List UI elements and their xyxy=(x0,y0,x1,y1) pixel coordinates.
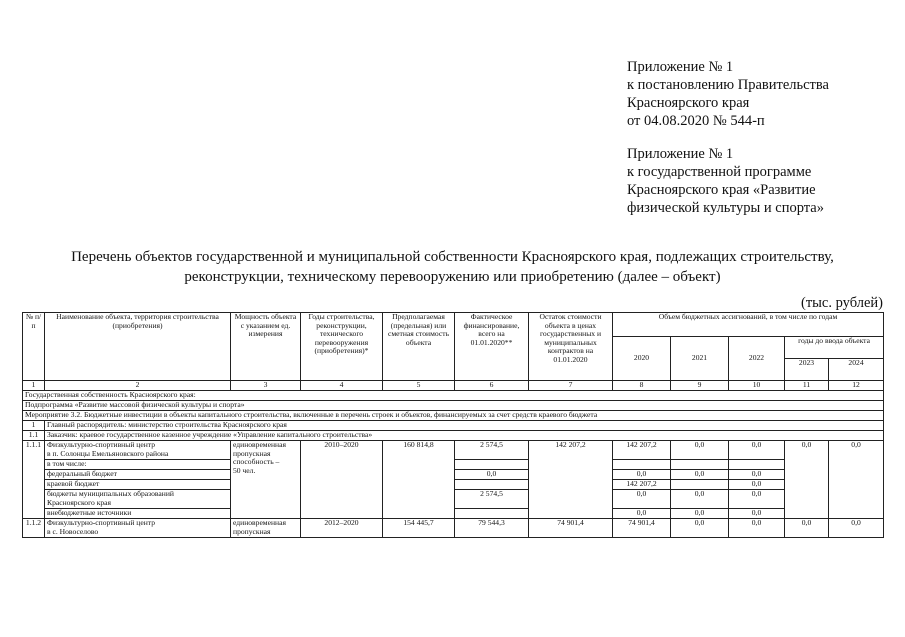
appendix-line: Приложение № 1 xyxy=(627,146,734,162)
object-cost: 160 814,8 xyxy=(383,441,455,519)
column-number: 2 xyxy=(45,381,231,391)
column-number: 5 xyxy=(383,381,455,391)
object-location: в с. Новоселово xyxy=(45,528,231,538)
header-name: Наименование объекта, территория строительства (приобретения) xyxy=(45,313,231,381)
object-num: 1.1.1 xyxy=(23,441,45,519)
header-cost: Предполагаемая (предельная) или сметная стоимость объекта xyxy=(383,313,455,381)
extrabudgetary-2020: 0,0 xyxy=(613,509,671,519)
empty-cell xyxy=(729,460,785,470)
empty-cell xyxy=(671,460,729,470)
section-num: 1.1 xyxy=(23,431,45,441)
title-line-2: реконструкции, техническому перевооружению или приобретению (далее – объект) xyxy=(184,269,721,285)
appendix-block-program xyxy=(627,145,824,217)
object-2023: 0,0 xyxy=(785,441,829,519)
header-2022: 2022 xyxy=(729,337,785,381)
object-remainder: 142 207,2 xyxy=(529,441,613,519)
regional-2022: 0,0 xyxy=(729,480,785,490)
capacity-line: пропускная xyxy=(233,448,271,458)
capacity-line: единовременная xyxy=(233,518,286,527)
municipal-2022: 0,0 xyxy=(729,490,785,509)
section-measure: Мероприятие 3.2. Бюджетные инвестиции в объекты капитального строительства, включенные в перечень строек и объектов, финансируемых за счет средств краевого бюджета xyxy=(23,411,884,421)
objects-table xyxy=(22,312,884,538)
regional-2020: 142 207,2 xyxy=(613,480,671,490)
object-2021: 0,0 xyxy=(671,519,729,538)
column-number: 8 xyxy=(613,381,671,391)
object-2020: 142 207,2 xyxy=(613,441,671,460)
including-label: в том числе: xyxy=(45,460,231,470)
municipal-actual: 2 574,5 xyxy=(455,490,529,509)
source-federal: федеральный бюджет xyxy=(45,470,231,480)
column-number: 9 xyxy=(671,381,729,391)
empty-cell xyxy=(455,460,529,470)
appendix-line: Красноярского края xyxy=(627,95,750,111)
extrabudgetary-2021: 0,0 xyxy=(671,509,729,519)
object-years: 2010–2020 xyxy=(301,441,383,519)
header-2023: 2023 xyxy=(785,359,829,381)
federal-2022: 0,0 xyxy=(729,470,785,480)
municipal-2021: 0,0 xyxy=(671,490,729,509)
header-2021: 2021 xyxy=(671,337,729,381)
object-name: Физкультурно-спортивный центр xyxy=(45,441,231,451)
object-actual: 2 574,5 xyxy=(455,441,529,460)
source-municipal: бюджеты муниципальных образований xyxy=(45,490,231,500)
object-years: 2012–2020 xyxy=(301,519,383,538)
capacity-line: единовременная xyxy=(233,440,286,449)
federal-2021: 0,0 xyxy=(671,470,729,480)
section-customer: Заказчик: краевое государственное казенное учреждение «Управление капитального строительства» xyxy=(45,431,884,441)
capacity-line: способность – xyxy=(233,457,280,467)
column-number: 6 xyxy=(455,381,529,391)
appendix-line: к постановлению Правительства xyxy=(627,77,829,93)
column-number: 3 xyxy=(231,381,301,391)
column-number: 11 xyxy=(785,381,829,391)
units-label: (тыс. рублей) xyxy=(801,295,883,311)
empty-cell xyxy=(613,460,671,470)
header-remainder: Остаток стоимости объекта в ценах государственных и муниципальных контрактов на 01.01.2020 xyxy=(529,313,613,381)
empty-cell xyxy=(455,480,529,490)
object-location: в п. Солонцы Емельяновского района xyxy=(45,450,231,460)
document-title xyxy=(30,247,875,287)
header-num: № п/п xyxy=(23,313,45,381)
capacity-line: пропускная xyxy=(233,526,271,536)
capacity-line: 50 чел. xyxy=(233,465,256,475)
object-2024: 0,0 xyxy=(829,519,884,538)
object-2021: 0,0 xyxy=(671,441,729,460)
empty-cell xyxy=(671,480,729,490)
column-number: 10 xyxy=(729,381,785,391)
object-num: 1.1.2 xyxy=(23,519,45,538)
object-2022: 0,0 xyxy=(729,441,785,460)
section-ownership: Государственная собственность Красноярского края: xyxy=(23,391,884,401)
appendix-line: от 04.08.2020 № 544-п xyxy=(627,113,765,129)
appendix-line: Красноярского края «Развитие xyxy=(627,182,816,198)
empty-cell xyxy=(455,509,529,519)
appendix-line: Приложение № 1 xyxy=(627,59,734,75)
title-line-1: Перечень объектов государственной и муниципальной собственности Красноярского края, подлежащих строительству, xyxy=(71,249,834,265)
section-num: 1 xyxy=(23,421,45,431)
header-years-until-commissioning: годы до ввода объекта xyxy=(785,337,884,359)
federal-actual: 0,0 xyxy=(455,470,529,480)
header-2020: 2020 xyxy=(613,337,671,381)
header-years: Годы строительства, реконструкции, технического перевооружения (приобретения)* xyxy=(301,313,383,381)
appendix-block-decree xyxy=(627,58,829,130)
header-budget: Объем бюджетных ассигнований, в том числе по годам xyxy=(613,313,884,337)
object-name: Физкультурно-спортивный центр xyxy=(45,519,231,529)
object-2022: 0,0 xyxy=(729,519,785,538)
object-capacity xyxy=(231,519,301,538)
object-actual: 79 544,3 xyxy=(455,519,529,538)
object-2024: 0,0 xyxy=(829,441,884,519)
object-remainder: 74 901,4 xyxy=(529,519,613,538)
object-cost: 154 445,7 xyxy=(383,519,455,538)
column-number: 4 xyxy=(301,381,383,391)
object-2020: 74 901,4 xyxy=(613,519,671,538)
federal-2020: 0,0 xyxy=(613,470,671,480)
source-regional: краевой бюджет xyxy=(45,480,231,490)
header-2024: 2024 xyxy=(829,359,884,381)
header-actual: Фактическое финансирование, всего на 01.01.2020** xyxy=(455,313,529,381)
column-number: 12 xyxy=(829,381,884,391)
appendix-line: физической культуры и спорта» xyxy=(627,200,824,216)
section-subprogram: Подпрограмма «Развитие массовой физической культуры и спорта» xyxy=(23,401,884,411)
object-capacity xyxy=(231,441,301,519)
object-2023: 0,0 xyxy=(785,519,829,538)
appendix-line: к государственной программе xyxy=(627,164,812,180)
municipal-2020: 0,0 xyxy=(613,490,671,509)
header-capacity: Мощность объекта с указанием ед. измерения xyxy=(231,313,301,381)
source-extrabudgetary: внебюджетные источники xyxy=(45,509,231,519)
column-number: 1 xyxy=(23,381,45,391)
source-municipal-cont: Красноярского края xyxy=(45,499,231,509)
section-main-manager: Главный распорядитель: министерство строительства Красноярского края xyxy=(45,421,884,431)
column-number: 7 xyxy=(529,381,613,391)
extrabudgetary-2022: 0,0 xyxy=(729,509,785,519)
